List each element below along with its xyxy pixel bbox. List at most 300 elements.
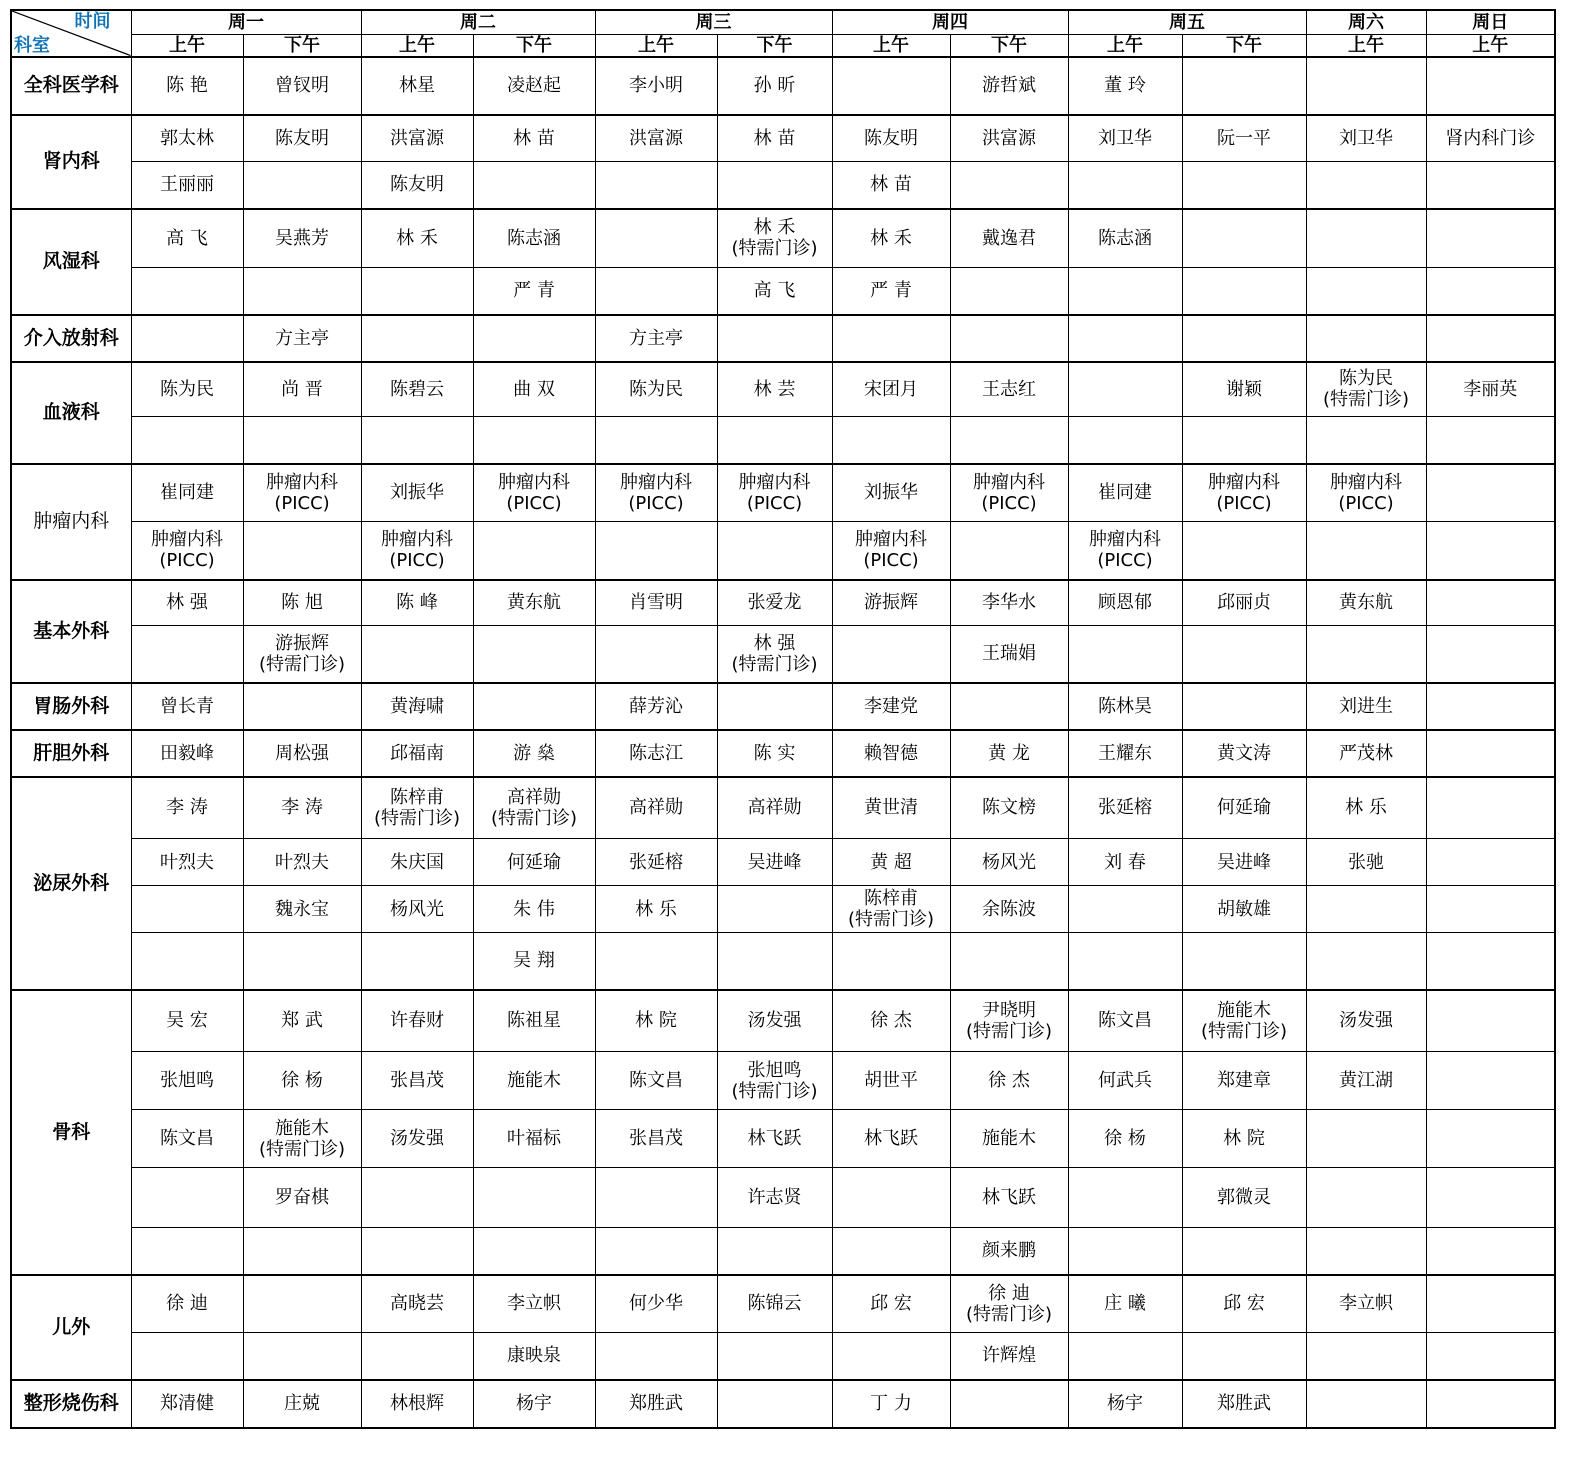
doctor-cell xyxy=(1182,417,1306,464)
doctor-cell xyxy=(595,162,717,209)
doctor-name: 林 院 xyxy=(1223,1128,1265,1149)
doctor-cell xyxy=(717,683,832,730)
doctor-name: 林 乐 xyxy=(635,898,677,920)
half-header-am: 上午 xyxy=(1306,34,1426,57)
doctor-cell xyxy=(595,626,717,683)
doctor-name: 许春财 xyxy=(390,1010,444,1032)
doctor-cell xyxy=(1306,1333,1426,1380)
doctor-cell xyxy=(131,1110,243,1168)
doctor-cell xyxy=(473,1168,595,1228)
doctor-name: 叶烈夫 xyxy=(160,851,214,873)
doctor-name: 方主亭 xyxy=(275,327,329,349)
doctor-cell xyxy=(361,417,473,464)
doctor-cell xyxy=(1182,1380,1306,1428)
doctor-name: 李建党 xyxy=(864,695,918,717)
doctor-name: 肿瘤内科 xyxy=(1208,471,1280,493)
doctor-name: 李小明 xyxy=(629,75,683,96)
doctor-cell xyxy=(717,209,832,268)
doctor-cell xyxy=(473,162,595,209)
doctor-name: 吴 宏 xyxy=(166,1010,208,1032)
doctor-cell xyxy=(717,990,832,1052)
doctor-name: 肾内科门诊 xyxy=(1445,127,1536,149)
clinic-note: (PICC) xyxy=(628,492,684,514)
doctor-cell xyxy=(595,522,717,580)
doctor-cell xyxy=(950,162,1068,209)
doctor-name: 黄海啸 xyxy=(390,695,444,717)
doctor-cell xyxy=(1306,839,1426,886)
doctor-cell xyxy=(595,1333,717,1380)
department-name: 基本外科 xyxy=(11,580,131,683)
doctor-name: 胡敏雄 xyxy=(1217,898,1271,920)
schedule-row xyxy=(11,1275,1555,1333)
doctor-cell xyxy=(832,1275,950,1333)
doctor-cell xyxy=(1068,730,1182,777)
clinic-note: (特需门诊) xyxy=(258,1138,346,1160)
doctor-name: 杨宇 xyxy=(516,1393,552,1414)
schedule-row xyxy=(11,626,1555,683)
clinic-note: (PICC) xyxy=(981,492,1037,514)
doctor-cell xyxy=(243,839,361,886)
doctor-cell xyxy=(717,162,832,209)
day-header-tue: 周二 xyxy=(361,10,595,34)
doctor-cell xyxy=(243,522,361,580)
doctor-cell xyxy=(595,1228,717,1275)
doctor-cell xyxy=(950,115,1068,162)
doctor-cell xyxy=(361,464,473,522)
doctor-cell xyxy=(1068,1333,1182,1380)
doctor-cell xyxy=(361,886,473,933)
doctor-cell xyxy=(1182,990,1306,1052)
doctor-cell xyxy=(595,990,717,1052)
doctor-cell xyxy=(243,1275,361,1333)
doctor-cell xyxy=(595,730,717,777)
doctor-cell xyxy=(473,626,595,683)
doctor-cell xyxy=(361,522,473,580)
doctor-cell xyxy=(1306,683,1426,730)
doctor-cell xyxy=(1182,839,1306,886)
doctor-name: 肿瘤内科 xyxy=(973,471,1045,493)
header-corner xyxy=(11,10,131,57)
doctor-name: 陈梓甫 xyxy=(390,786,444,808)
schedule-row xyxy=(11,990,1555,1052)
doctor-name: 陈 峰 xyxy=(396,592,438,614)
doctor-cell xyxy=(1426,57,1555,115)
doctor-name: 林飞跃 xyxy=(747,1128,802,1149)
doctor-cell xyxy=(1068,315,1182,362)
schedule-row xyxy=(11,209,1555,268)
doctor-cell xyxy=(832,1333,950,1380)
schedule-row xyxy=(11,1228,1555,1275)
doctor-cell xyxy=(1426,1275,1555,1333)
doctor-name: 林星 xyxy=(399,75,435,96)
doctor-name: 郑清健 xyxy=(160,1393,214,1414)
doctor-cell xyxy=(131,115,243,162)
doctor-cell xyxy=(832,886,950,933)
doctor-name: 林飞跃 xyxy=(982,1187,1036,1208)
doctor-name: 徐 杨 xyxy=(1104,1128,1146,1149)
doctor-cell xyxy=(131,315,243,362)
doctor-name: 王耀东 xyxy=(1098,742,1152,764)
clinic-note: (特需门诊) xyxy=(490,807,578,829)
doctor-cell xyxy=(1182,57,1306,115)
doctor-name: 田毅峰 xyxy=(160,742,214,764)
doctor-cell xyxy=(1182,209,1306,268)
doctor-name: 徐 杨 xyxy=(281,1070,323,1091)
doctor-name: 游振辉 xyxy=(864,592,918,614)
doctor-name: 崔同建 xyxy=(1098,482,1152,504)
doctor-name: 王瑞娟 xyxy=(982,643,1036,665)
doctor-name: 高 飞 xyxy=(753,280,796,302)
doctor-cell xyxy=(950,522,1068,580)
doctor-cell xyxy=(473,777,595,839)
doctor-cell xyxy=(361,1168,473,1228)
schedule-row xyxy=(11,162,1555,209)
doctor-cell xyxy=(950,626,1068,683)
doctor-cell xyxy=(950,417,1068,464)
doctor-name: 汤发强 xyxy=(390,1128,444,1149)
doctor-cell xyxy=(1182,162,1306,209)
doctor-name: 肿瘤内科 xyxy=(266,471,338,493)
doctor-name: 叶福标 xyxy=(507,1128,561,1149)
clinic-note: (PICC) xyxy=(1338,492,1394,514)
doctor-name: 陈林昊 xyxy=(1098,695,1152,717)
doctor-name: 丁 力 xyxy=(870,1393,912,1414)
doctor-name: 张驰 xyxy=(1348,851,1384,873)
doctor-cell xyxy=(1306,1275,1426,1333)
doctor-name: 徐 杰 xyxy=(988,1070,1030,1091)
doctor-name: 何少华 xyxy=(629,1293,683,1315)
doctor-name: 刘进生 xyxy=(1339,695,1393,717)
doctor-cell xyxy=(131,417,243,464)
schedule-row xyxy=(11,886,1555,933)
schedule-row xyxy=(11,268,1555,315)
doctor-name: 洪富源 xyxy=(629,127,683,149)
doctor-cell xyxy=(1426,464,1555,522)
clinic-note: (特需门诊) xyxy=(258,653,346,675)
doctor-name: 吴进峰 xyxy=(1217,851,1271,873)
doctor-cell xyxy=(1068,464,1182,522)
doctor-cell xyxy=(361,1333,473,1380)
doctor-cell xyxy=(473,580,595,626)
doctor-name: 游哲斌 xyxy=(982,75,1036,96)
department-name: 肝胆外科 xyxy=(11,730,131,777)
doctor-name: 陈为民 xyxy=(629,378,683,400)
doctor-cell xyxy=(832,990,950,1052)
doctor-name: 严茂林 xyxy=(1339,742,1393,764)
doctor-name: 陈友明 xyxy=(864,127,918,149)
doctor-name: 吴 翔 xyxy=(513,950,555,972)
doctor-cell xyxy=(595,1110,717,1168)
doctor-name: 孙 昕 xyxy=(753,75,796,96)
doctor-cell xyxy=(595,362,717,417)
doctor-name: 郑建章 xyxy=(1217,1070,1271,1091)
doctor-cell xyxy=(1426,1333,1555,1380)
doctor-name: 陈文榜 xyxy=(982,797,1036,819)
doctor-cell xyxy=(473,209,595,268)
doctor-cell xyxy=(595,839,717,886)
doctor-cell xyxy=(832,268,950,315)
doctor-cell xyxy=(473,1110,595,1168)
doctor-cell xyxy=(717,580,832,626)
doctor-cell xyxy=(1426,1228,1555,1275)
half-header-pm: 下午 xyxy=(243,34,361,57)
clinic-note: (PICC) xyxy=(746,492,803,514)
doctor-cell xyxy=(595,933,717,990)
doctor-cell xyxy=(243,730,361,777)
half-header-am: 上午 xyxy=(361,34,473,57)
doctor-cell xyxy=(1182,730,1306,777)
doctor-name: 高晓芸 xyxy=(390,1293,444,1315)
clinic-note: (PICC) xyxy=(1216,492,1272,514)
doctor-name: 邱丽贞 xyxy=(1217,592,1271,614)
doctor-name: 陈 实 xyxy=(753,742,796,764)
doctor-name: 阮一平 xyxy=(1217,127,1271,149)
doctor-cell xyxy=(717,1228,832,1275)
outpatient-schedule-table xyxy=(10,9,1556,1429)
doctor-name: 吴燕芳 xyxy=(275,227,329,249)
doctor-cell xyxy=(1182,464,1306,522)
doctor-cell xyxy=(131,1380,243,1428)
doctor-cell xyxy=(1426,115,1555,162)
doctor-cell xyxy=(950,1228,1068,1275)
doctor-cell xyxy=(1182,626,1306,683)
half-header-am: 上午 xyxy=(832,34,950,57)
doctor-name: 徐 迪 xyxy=(166,1293,208,1315)
doctor-cell xyxy=(1306,990,1426,1052)
doctor-cell xyxy=(131,522,243,580)
doctor-cell xyxy=(1426,315,1555,362)
doctor-cell xyxy=(1306,522,1426,580)
doctor-cell xyxy=(1182,1168,1306,1228)
doctor-name: 邱福南 xyxy=(390,742,444,764)
doctor-name: 凌赵起 xyxy=(507,75,561,96)
doctor-name: 高祥勋 xyxy=(747,797,802,819)
doctor-name: 肿瘤内科 xyxy=(855,529,927,551)
doctor-cell xyxy=(361,1052,473,1110)
doctor-cell xyxy=(595,1052,717,1110)
doctor-cell xyxy=(1068,57,1182,115)
doctor-cell xyxy=(473,417,595,464)
clinic-note: (特需门诊) xyxy=(1200,1020,1288,1042)
doctor-name: 崔同建 xyxy=(160,482,214,504)
doctor-name: 张延榕 xyxy=(1098,797,1152,819)
doctor-name: 庄兢 xyxy=(284,1393,320,1414)
doctor-cell xyxy=(1182,886,1306,933)
department-name: 儿外 xyxy=(11,1275,131,1380)
doctor-cell xyxy=(473,1380,595,1428)
doctor-name: 戴逸君 xyxy=(982,227,1036,249)
clinic-note: (特需门诊) xyxy=(731,238,818,260)
doctor-name: 朱 伟 xyxy=(513,898,555,920)
doctor-name: 杨风光 xyxy=(982,851,1036,873)
doctor-cell xyxy=(717,730,832,777)
doctor-cell xyxy=(950,933,1068,990)
doctor-name: 刘振华 xyxy=(864,482,918,504)
doctor-cell xyxy=(1182,315,1306,362)
doctor-cell xyxy=(361,839,473,886)
doctor-cell xyxy=(717,315,832,362)
doctor-name: 曲 双 xyxy=(513,378,555,400)
doctor-name: 杨风光 xyxy=(390,898,444,920)
doctor-cell xyxy=(243,1380,361,1428)
doctor-cell xyxy=(832,1052,950,1110)
department-name: 介入放射科 xyxy=(11,315,131,362)
doctor-cell xyxy=(595,417,717,464)
doctor-name: 黄东航 xyxy=(1339,592,1393,614)
half-header-am: 上午 xyxy=(595,34,717,57)
doctor-cell xyxy=(473,1052,595,1110)
doctor-name: 游 燊 xyxy=(513,742,555,764)
doctor-cell xyxy=(717,933,832,990)
doctor-name: 陈 艳 xyxy=(166,75,208,96)
doctor-cell xyxy=(1306,268,1426,315)
doctor-name: 曾钗明 xyxy=(275,75,329,96)
doctor-cell xyxy=(1068,417,1182,464)
doctor-cell xyxy=(1426,1052,1555,1110)
clinic-note: (特需门诊) xyxy=(847,909,935,930)
doctor-cell xyxy=(595,777,717,839)
doctor-cell xyxy=(1426,990,1555,1052)
doctor-cell xyxy=(1306,626,1426,683)
department-name: 胃肠外科 xyxy=(11,683,131,730)
doctor-cell xyxy=(361,268,473,315)
doctor-cell xyxy=(717,1168,832,1228)
doctor-name: 郑胜武 xyxy=(629,1393,683,1414)
schedule-row xyxy=(11,315,1555,362)
doctor-name: 张旭鸣 xyxy=(747,1059,802,1081)
doctor-name: 许志贤 xyxy=(747,1187,802,1208)
doctor-cell xyxy=(243,417,361,464)
doctor-cell xyxy=(595,886,717,933)
doctor-cell xyxy=(131,730,243,777)
doctor-cell xyxy=(1426,886,1555,933)
doctor-name: 周松强 xyxy=(275,742,329,764)
doctor-cell xyxy=(473,886,595,933)
schedule-row xyxy=(11,522,1555,580)
doctor-cell xyxy=(832,362,950,417)
doctor-cell xyxy=(1426,730,1555,777)
doctor-cell xyxy=(1068,580,1182,626)
doctor-name: 林根辉 xyxy=(390,1393,444,1414)
doctor-cell xyxy=(361,580,473,626)
doctor-cell xyxy=(717,464,832,522)
doctor-name: 何武兵 xyxy=(1098,1070,1152,1091)
doctor-name: 高祥勋 xyxy=(629,797,683,819)
doctor-cell xyxy=(473,57,595,115)
doctor-cell xyxy=(950,1380,1068,1428)
doctor-name: 李 涛 xyxy=(281,797,323,819)
doctor-name: 刘 春 xyxy=(1104,851,1146,873)
doctor-name: 邱 宏 xyxy=(870,1293,912,1315)
doctor-cell xyxy=(131,1052,243,1110)
doctor-cell xyxy=(361,57,473,115)
doctor-cell xyxy=(243,268,361,315)
doctor-cell xyxy=(1306,777,1426,839)
doctor-cell xyxy=(473,683,595,730)
clinic-note: (特需门诊) xyxy=(731,653,818,675)
doctor-cell xyxy=(595,57,717,115)
doctor-name: 陈文昌 xyxy=(160,1128,214,1149)
doctor-cell xyxy=(1306,933,1426,990)
doctor-cell xyxy=(717,1110,832,1168)
doctor-name: 庄 曦 xyxy=(1104,1293,1146,1315)
doctor-name: 陈文昌 xyxy=(629,1070,683,1091)
doctor-cell xyxy=(473,1228,595,1275)
doctor-cell xyxy=(1426,268,1555,315)
doctor-cell xyxy=(1068,933,1182,990)
doctor-name: 游振辉 xyxy=(275,632,329,654)
department-name: 泌尿外科 xyxy=(11,777,131,990)
doctor-cell xyxy=(950,683,1068,730)
doctor-name: 薛芳沁 xyxy=(629,695,683,717)
doctor-cell xyxy=(832,839,950,886)
doctor-cell xyxy=(1306,464,1426,522)
doctor-cell xyxy=(131,209,243,268)
doctor-cell xyxy=(473,522,595,580)
doctor-name: 李立帜 xyxy=(507,1293,561,1315)
half-header-pm: 下午 xyxy=(717,34,832,57)
doctor-cell xyxy=(717,362,832,417)
department-name: 全科医学科 xyxy=(11,57,131,115)
doctor-cell xyxy=(1068,777,1182,839)
doctor-cell xyxy=(1306,209,1426,268)
doctor-cell xyxy=(595,683,717,730)
doctor-cell xyxy=(1068,1228,1182,1275)
doctor-name: 黄 超 xyxy=(870,851,912,873)
doctor-cell xyxy=(243,315,361,362)
doctor-cell xyxy=(131,1228,243,1275)
doctor-cell xyxy=(131,990,243,1052)
doctor-name: 徐 迪 xyxy=(988,1282,1030,1304)
doctor-cell xyxy=(1306,886,1426,933)
doctor-cell xyxy=(243,1110,361,1168)
doctor-cell xyxy=(1426,580,1555,626)
doctor-name: 徐 杰 xyxy=(870,1010,912,1032)
doctor-cell xyxy=(473,464,595,522)
doctor-cell xyxy=(131,162,243,209)
schedule-row xyxy=(11,683,1555,730)
doctor-cell xyxy=(131,362,243,417)
doctor-cell xyxy=(832,933,950,990)
doctor-cell xyxy=(832,417,950,464)
doctor-cell xyxy=(131,626,243,683)
doctor-cell xyxy=(595,580,717,626)
doctor-cell xyxy=(832,162,950,209)
doctor-name: 陈友明 xyxy=(390,174,444,196)
schedule-row xyxy=(11,839,1555,886)
doctor-cell xyxy=(1068,209,1182,268)
doctor-cell xyxy=(361,777,473,839)
doctor-name: 宋团月 xyxy=(864,378,918,400)
doctor-cell xyxy=(131,464,243,522)
doctor-name: 林 禾 xyxy=(396,227,438,249)
doctor-name: 杨宇 xyxy=(1107,1393,1143,1414)
clinic-note: (PICC) xyxy=(274,492,330,514)
doctor-cell xyxy=(1182,522,1306,580)
clinic-note: (特需门诊) xyxy=(731,1080,818,1102)
schedule-row xyxy=(11,1380,1555,1428)
doctor-cell xyxy=(595,315,717,362)
doctor-cell xyxy=(243,362,361,417)
doctor-cell xyxy=(595,1275,717,1333)
doctor-cell xyxy=(950,1275,1068,1333)
clinic-note: (特需门诊) xyxy=(965,1020,1053,1042)
doctor-cell xyxy=(717,115,832,162)
doctor-cell xyxy=(595,268,717,315)
doctor-name: 洪富源 xyxy=(390,127,444,149)
doctor-cell xyxy=(950,464,1068,522)
doctor-cell xyxy=(131,777,243,839)
